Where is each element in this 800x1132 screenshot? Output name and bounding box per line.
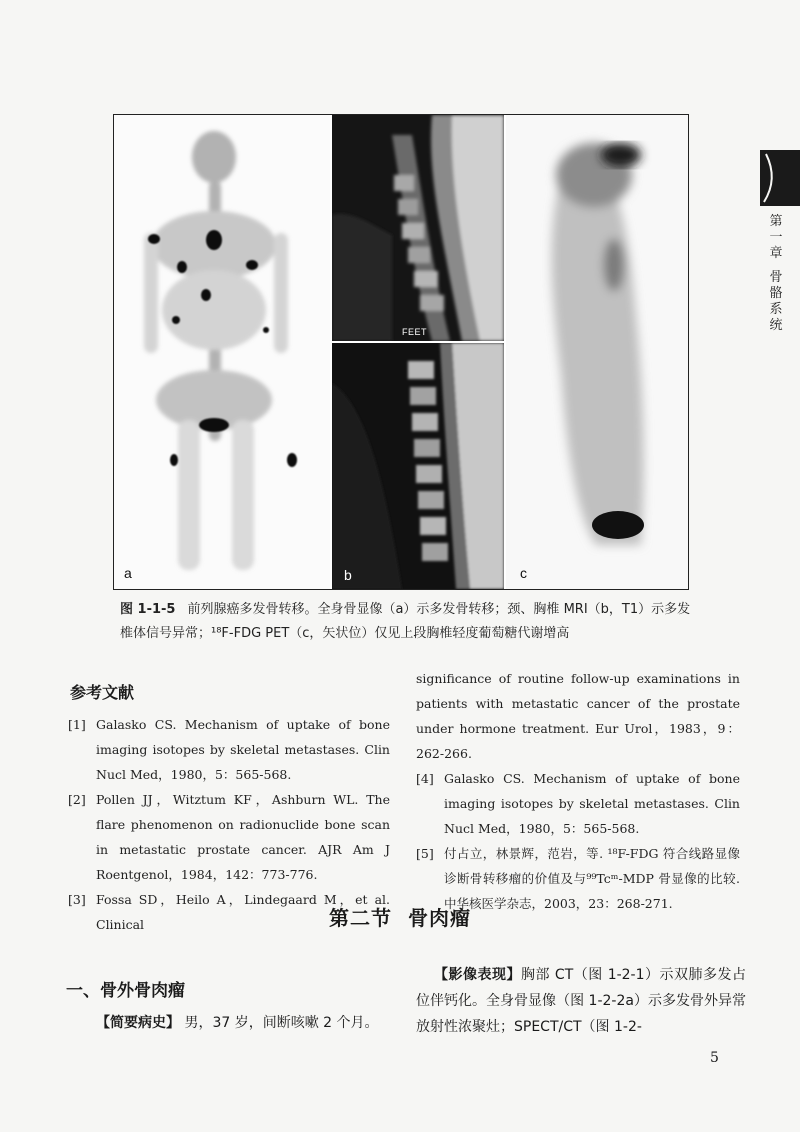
chapter-name: 骨骼系统 — [769, 270, 783, 333]
history-label: 【简要病史】 — [96, 1015, 180, 1031]
thoracic-mri-image — [332, 343, 504, 589]
case-history — [96, 1012, 379, 1032]
imaging-text: 胸部 CT（图 1-2-1）示双肺多发占位伴钙化。全身骨显像（图 1-2-2a）示多发骨外异常放射性浓聚灶；SPECT/CT（图 1-2- — [416, 967, 746, 1035]
reference-item — [68, 712, 390, 787]
panel-label-c: c — [520, 565, 527, 581]
mri-feet-label: FEET — [402, 327, 428, 337]
section-heading — [0, 902, 800, 931]
imaging-findings — [416, 962, 746, 1040]
section-number: 第二节 — [329, 906, 392, 930]
figure-caption — [120, 598, 700, 646]
reference-text: Galasko CS. Mechanism of uptake of bone imaging isotopes by skeletal metastases. Clin Nucl Med，1980，5：565-568. — [444, 771, 740, 836]
chapter-tab-mark — [760, 150, 800, 206]
reference-number: [2] — [68, 792, 86, 807]
reference-item — [416, 766, 740, 841]
bone-scan-illustration — [114, 115, 330, 589]
references-heading: 参考文献 — [70, 683, 135, 702]
chapter-title — [766, 214, 786, 334]
reference-number: [3] — [68, 892, 86, 907]
page-number: 5 — [710, 1050, 719, 1066]
reference-number: [1] — [68, 717, 86, 732]
figure-1-1-5 — [113, 114, 689, 590]
chapter-number: 第一章 — [769, 214, 783, 261]
reference-text: 付占立，林景辉，范岩，等. ¹⁸F-FDG 符合线路显像诊断骨转移瘤的价值及与⁹⁹Tcᵐ-MDP 骨显像的比较. 中华核医学杂志，2003，23：268-271. — [444, 846, 740, 911]
panel-label-b: b — [344, 567, 352, 583]
subsection-heading: 一、骨外骨肉瘤 — [66, 981, 185, 1001]
caption-number: 图 1-1-5 — [120, 602, 176, 617]
reference-continuation: significance of routine follow-up examinations in patients with metastatic cancer of the prostate under hormone treatment. Eur Urol，1983，9：262-266. — [416, 671, 740, 761]
imaging-label: 【影像表现】 — [434, 967, 521, 983]
section-title: 骨肉瘤 — [408, 906, 471, 930]
reference-item — [68, 787, 390, 887]
reference-text: Pollen JJ，Witztum KF，Ashburn WL. The flare phenomenon on radionuclide bone scan in metastatic prostate cancer. AJR Am J Roentgenol，1984，142：773-776. — [96, 792, 390, 882]
references-right-column — [416, 666, 740, 916]
cervical-mri-image — [332, 115, 504, 341]
panel-label-a: a — [124, 565, 132, 581]
reference-text: Fossa SD，Heilo A，Lindegaard M，et al. Clinical — [96, 892, 390, 932]
cervical-mri-illustration — [332, 115, 504, 341]
pet-image — [506, 115, 688, 589]
caption-text: 前列腺癌多发骨转移。全身骨显像（a）示多发骨转移；颈、胸椎 MRI（b，T1）示多发椎体信号异常；¹⁸F-FDG PET（c，矢状位）仅见上段胸椎轻度葡萄糖代谢增高 — [120, 602, 691, 641]
bone-scan-image — [114, 115, 330, 589]
pet-illustration — [506, 115, 688, 589]
history-text: 男，37 岁，间断咳嗽 2 个月。 — [184, 1015, 379, 1031]
reference-text: Galasko CS. Mechanism of uptake of bone imaging isotopes by skeletal metastases. Clin Nucl Med，1980，5：565-568. — [96, 717, 390, 782]
reference-number: [5] — [416, 846, 434, 861]
thoracic-mri-illustration — [332, 343, 504, 589]
reference-number: [4] — [416, 771, 434, 786]
